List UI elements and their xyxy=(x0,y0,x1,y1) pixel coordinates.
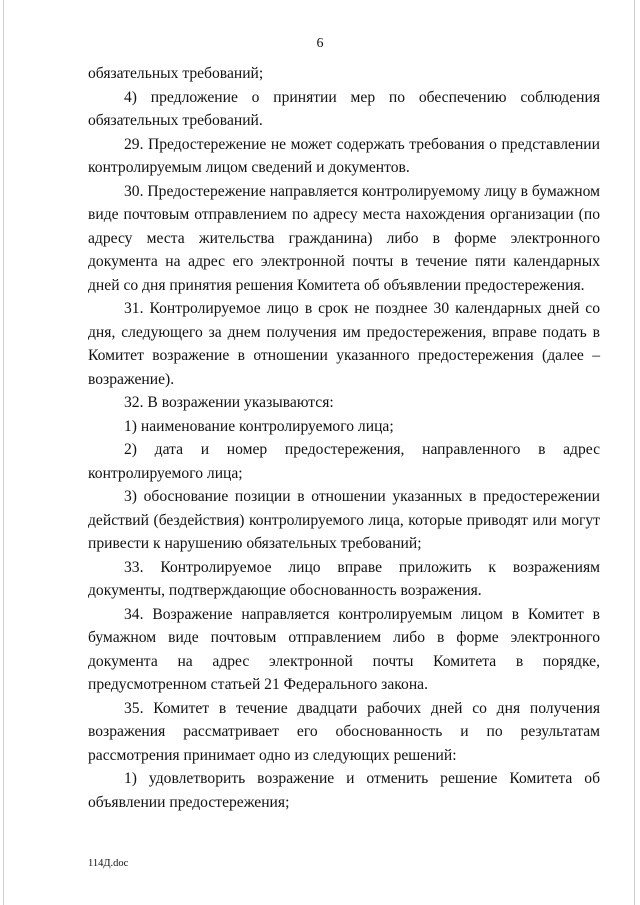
page-number: 6 xyxy=(316,36,324,51)
paragraph: 1) наименование контролируемого лица; xyxy=(124,417,394,435)
paragraph: обязательных требований; xyxy=(88,65,264,82)
scan-left-edge xyxy=(3,0,4,905)
paragraph: 35. Комитет в течение двадцати рабочих дней со дня получения возражения рассматривает его обоснованность и по результатам рассмотрения принимает одно из следующих решений: xyxy=(88,699,600,764)
paragraph: 2) дата и номер предостережения, направленного в адрес контролируемого лица; xyxy=(88,441,600,482)
paragraph: 29. Предостережение не может содержать требования о представлении контролируемым лицом сведений и документов. xyxy=(88,135,600,176)
paragraph: 30. Предостережение направляется контролируемому лицу в бумажном виде почтовым отправлением по адресу места нахождения организации (по адресу места жительства гражданина) либо в форме электронного документа на адрес его электронной почты в течение пяти календарных дней со дня принятия решения Комитета об объявлении предостережения. xyxy=(88,182,600,294)
paragraph: 4) предложение о принятии мер по обеспечению соблюдения обязательных требований. xyxy=(88,88,600,129)
paragraph: 33. Контролируемое лицо вправе приложить к возражениям документы, подтверждающие обоснованность возражения. xyxy=(88,558,600,599)
document-body xyxy=(88,62,600,814)
paragraph: 32. В возражении указываются: xyxy=(124,394,334,411)
scan-right-edge xyxy=(634,0,635,905)
paragraph: 31. Контролируемое лицо в срок не позднее 30 календарных дней со дня, следующего за днем получения им предостережения, вправе подать в Комитет возражение в отношении указанного предостережения (далее – возражение). xyxy=(88,300,600,388)
paragraph: 1) удовлетворить возражение и отменить решение Комитета об объявлении предостережения; xyxy=(88,770,600,811)
paragraph: 34. Возражение направляется контролируемым лицом в Комитет в бумажном виде почтовым отправлением либо в форме электронного документа на адрес электронной почты Комитета в порядке, предусмотренном статьей 21 Федерального закона. xyxy=(88,605,600,693)
footer-filename: 114Д.doc xyxy=(88,858,129,869)
paragraph: 3) обоснование позиции в отношении указанных в предостережении действий (бездействия) контролируемого лица, которые приводят или могут привести к нарушению обязательных требований; xyxy=(88,488,600,552)
